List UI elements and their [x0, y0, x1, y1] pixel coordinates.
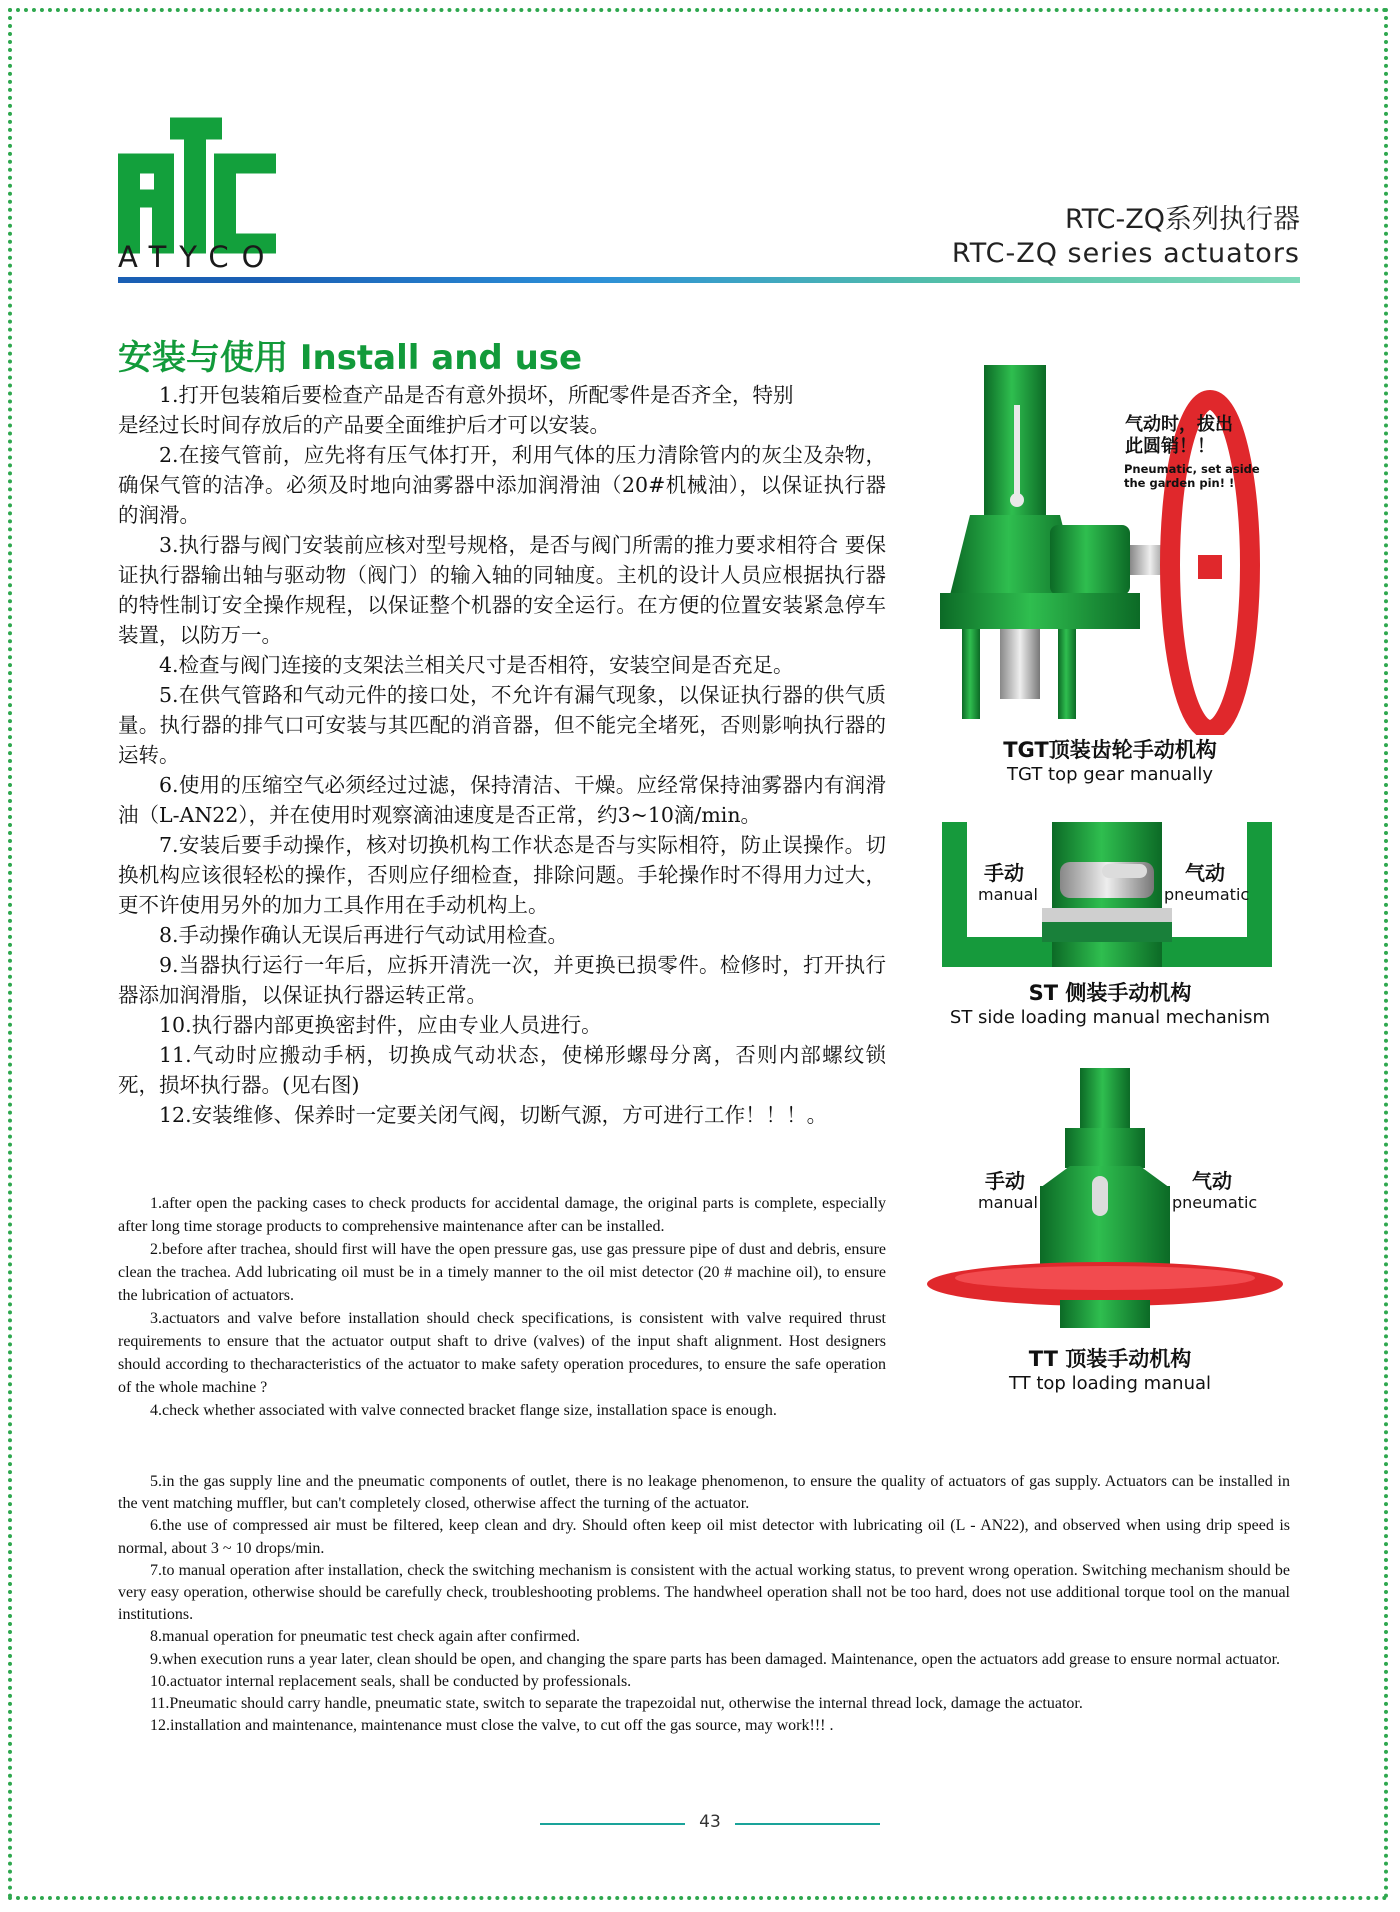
- en-instructions-wide: [118, 1471, 1290, 1737]
- cn-paragraph: 4.检查与阀门连接的支架法兰相关尺寸是否相符，安装空间是否充足。: [159, 653, 794, 677]
- cn-paragraph: 1.打开包装箱后要检查产品是否有意外损坏，所配零件是否齐全，特别: [159, 383, 794, 407]
- cn-paragraph: 6.使用的压缩空气必须经过过滤，保持清洁、干燥。应经常保持油雾器内有润滑油（L-AN22），并在使用时观察滴油速度是否正常，约3~10滴/min。: [118, 773, 886, 827]
- en-paragraph: 8.manual operation for pneumatic test check again after confirmed.: [150, 1628, 581, 1646]
- tt-caption-en: TT top loading manual: [1008, 1373, 1212, 1394]
- en-paragraph: 3.actuators and valve before installation should check specifications, is consistent with valve required thrust requirements to ensure that the actuator output shaft to drive (valves) of the input shaft alignment. Host designers should according to thecharacteristics of the actuator to make safety operation procedures, to ensure the safe operation of the whole machine ?: [118, 1310, 886, 1396]
- tgt-note-cn: 气动时，拔出此圆销！！: [1125, 414, 1233, 457]
- st-caption-cn: ST 侧装手动机构: [1028, 981, 1192, 1005]
- st-pneumatic-cn: 气动: [1185, 861, 1225, 885]
- header-title-en: RTC-ZQ series actuators: [951, 238, 1300, 269]
- header-rule: [118, 277, 1300, 283]
- cn-paragraph: 7.安装后要手动操作，核对切换机构工作状态是否与实际相符，防止误操作。切换机构应该很轻松的操作，否则应仔细检查，排除问题。手轮操作时不得用力过大，更不许使用另外的加力工具作用在手动机构上。: [118, 833, 886, 917]
- en-paragraph: 6.the use of compressed air must be filtered, keep clean and dry. Should often keep oil mist detector with lubricating oil (L - AN22), and observed when using drip speed is normal, about 3 ~ 10 drops/min.: [118, 1517, 1290, 1557]
- logo-subtext: ATYCO: [118, 240, 278, 274]
- cn-paragraph: 9.当器执行运行一年后，应拆开清洗一次，并更换已损零件。检修时，打开执行器添加润滑脂，以保证执行器运转正常。: [118, 953, 886, 1007]
- st-caption-en: ST side loading manual mechanism: [949, 1007, 1271, 1028]
- cn-paragraph: 12.安装维修、保养时一定要关闭气阀，切断气源，方可进行工作！！！。: [159, 1103, 828, 1127]
- page-footer: [540, 1812, 880, 1836]
- st-pneumatic-en: pneumatic: [1164, 885, 1250, 904]
- en-paragraph: 2.before after trachea, should first will have the open pressure gas, use gas pressure pipe of dust and debris, ensure clean the trachea. Add lubricating oil must be in a timely manner to the oil mist detector (20 # machine oil), to ensure the lubrication of actuators.: [118, 1241, 886, 1304]
- tgt-caption: [930, 734, 1290, 785]
- tgt-caption-en: TGT top gear manually: [1007, 764, 1213, 785]
- header-title-cn: RTC-ZQ系列执行器: [1064, 204, 1300, 235]
- tt-manual-cn: 手动: [985, 1169, 1025, 1193]
- en-paragraph: 9.when execution runs a year later, clean should be open, and changing the spare parts has been damaged. Maintenance, open the actuators add grease to ensure normal actuator.: [150, 1650, 1281, 1668]
- tt-pneumatic-cn: 气动: [1192, 1169, 1232, 1193]
- cn-paragraph: 5.在供气管路和气动元件的接口处，不允许有漏气现象，以保证执行器的供气质量。执行器的排气口可安装与其匹配的消音器，但不能完全堵死，否则影响执行器的运转。: [118, 683, 886, 767]
- cn-paragraph: 3.执行器与阀门安装前应核对型号规格，是否与阀门所需的推力要求相符合 要保证执行器输出轴与驱动物（阀门）的输入轴的同轴度。主机的设计人员应根据执行器的特性制订安全操作规程，以保证整个机器的安全运行。在方便的位置安装紧急停车装置，以防万一。: [118, 533, 886, 647]
- tgt-caption-cn: TGT顶装齿轮手动机构: [1003, 738, 1217, 762]
- en-paragraph: 11.Pneumatic should carry handle, pneumatic state, switch to separate the trapezoidal nut, otherwise the internal thread lock, damage the actuator.: [150, 1695, 1083, 1713]
- cn-paragraph: 是经过长时间存放后的产品要全面维护后才可以安装。: [118, 413, 610, 437]
- st-manual-cn: 手动: [984, 861, 1024, 885]
- tt-caption-cn: TT 顶装手动机构: [1028, 1347, 1192, 1371]
- cn-paragraph: 11.气动时应搬动手柄，切换成气动状态，使梯形螺母分离，否则内部螺纹锁死，损坏执行器。(见右图): [118, 1043, 886, 1097]
- section-title: 安装与使用 Install and use: [118, 338, 583, 378]
- en-paragraph: 10.actuator internal replacement seals, shall be conducted by professionals.: [150, 1672, 632, 1690]
- en-paragraph: 7.to manual operation after installation, check the switching mechanism is consistent with the actual working status, to prevent wrong operation. Switching mechanism should be very easy operation, otherwise should be carefully check, troubleshooting problems. The handwheel operation shall not be too hard, does not use additional torque tool on the manual institutions.: [118, 1561, 1290, 1624]
- en-paragraph: 4.check whether associated with valve connected bracket flange size, installation space is enough.: [150, 1402, 777, 1419]
- cn-paragraph: 10.执行器内部更换密封件，应由专业人员进行。: [159, 1013, 602, 1037]
- st-manual-en: manual: [978, 885, 1038, 904]
- en-paragraph: 5.in the gas supply line and the pneumatic components of outlet, there is no leakage phenomenon, to ensure the quality of actuators of gas supply. Actuators can be installed in the vent matching muffler, but can't completely closed, otherwise affect the turning of the actuator.: [118, 1473, 1290, 1513]
- en-paragraph: 1.after open the packing cases to check products for accidental damage, the original parts is complete, especially after long time storage products to comprehensive maintenance after can be installed.: [118, 1195, 886, 1235]
- tt-caption: [930, 1343, 1290, 1394]
- tgt-note-en: Pneumatic, set aside the garden pin! !: [1124, 462, 1260, 490]
- en-instructions-narrow: [118, 1192, 886, 1422]
- page-number: 43: [699, 1812, 721, 1832]
- st-caption: [930, 977, 1290, 1028]
- cn-paragraph: 2.在接气管前，应先将有压气体打开，利用气体的压力清除管内的灰尘及杂物，确保气管的洁净。必须及时地向油雾器中添加润滑油（20#机械油），以保证执行器的润滑。: [118, 443, 886, 527]
- tt-manual-en: manual: [978, 1193, 1038, 1212]
- tt-pneumatic-en: pneumatic: [1172, 1193, 1258, 1212]
- cn-instructions: [118, 380, 886, 1130]
- en-paragraph: 12.installation and maintenance, maintenance must close the valve, to cut off the gas source, may work!!! .: [150, 1717, 834, 1735]
- cn-paragraph: 8.手动操作确认无误后再进行气动试用检查。: [159, 923, 569, 947]
